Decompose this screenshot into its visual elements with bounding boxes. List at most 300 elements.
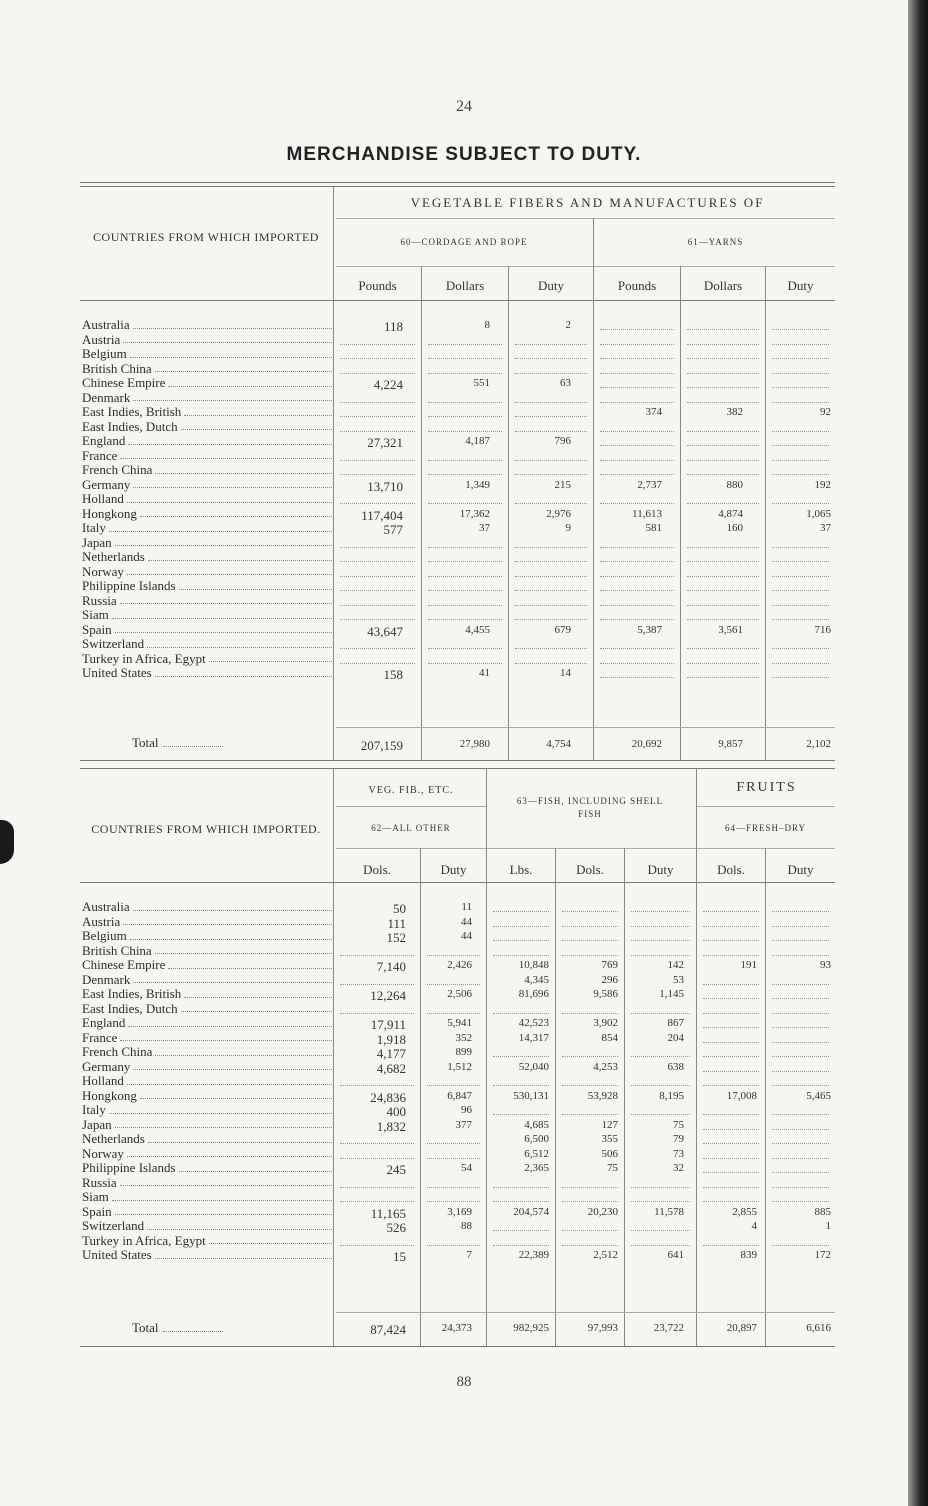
table2-cell: 638 xyxy=(667,1060,684,1073)
country-name: Siam xyxy=(82,1190,109,1204)
table-row-country xyxy=(82,1016,334,1031)
country-name: Italy xyxy=(82,521,106,535)
empty-cell-dots xyxy=(687,663,759,664)
country-name: Spain xyxy=(82,622,112,637)
table-row-country xyxy=(82,1060,334,1075)
empty-cell-dots xyxy=(428,619,502,620)
table2-cell: 15 xyxy=(393,1249,406,1264)
empty-cell-dots xyxy=(600,358,674,359)
empty-cell-dots xyxy=(703,984,759,985)
empty-cell-dots xyxy=(340,1085,414,1086)
table-row-country xyxy=(82,973,334,988)
empty-cell-dots xyxy=(772,402,829,403)
empty-cell-dots xyxy=(493,926,549,927)
table-row-country xyxy=(82,594,334,609)
table-row-country xyxy=(82,608,334,623)
table2-cell: 73 xyxy=(673,1147,684,1160)
table2-total-rule xyxy=(336,1312,835,1313)
empty-cell-dots xyxy=(493,1201,549,1202)
empty-cell-dots xyxy=(562,940,618,941)
country-name: Japan xyxy=(82,535,112,550)
country-name: Hongkong xyxy=(82,1088,137,1103)
table2-cell: 191 xyxy=(740,959,757,971)
empty-cell-dots xyxy=(772,431,829,432)
empty-cell-dots xyxy=(428,460,502,461)
leader-dots xyxy=(112,608,332,619)
empty-cell-dots xyxy=(772,1129,829,1130)
empty-cell-dots xyxy=(687,358,759,359)
empty-cell-dots xyxy=(600,677,674,678)
empty-cell-dots xyxy=(562,1085,618,1086)
table2-cell: 2,426 xyxy=(447,959,472,971)
leader-dots xyxy=(133,973,332,984)
empty-cell-dots xyxy=(340,1201,414,1202)
empty-cell-dots xyxy=(340,1158,414,1159)
country-name: Turkey in Africa, Egypt xyxy=(82,651,206,666)
country-name: Switzerland xyxy=(82,1219,145,1233)
leader-dots xyxy=(130,347,332,358)
table2-cell: 854 xyxy=(601,1031,618,1044)
table2-sub-header-fresh-dry: 64—FRESH–DRY xyxy=(724,823,807,833)
page-number-bottom: 88 xyxy=(456,1374,472,1390)
empty-cell-dots xyxy=(772,547,829,548)
table1-column-header: Dollars xyxy=(445,278,485,293)
table2-cell: 3,902 xyxy=(593,1017,618,1029)
table2-cell: 1,918 xyxy=(376,1031,406,1047)
empty-cell-dots xyxy=(340,373,415,374)
empty-cell-dots xyxy=(493,1013,549,1014)
empty-cell-dots xyxy=(687,605,759,606)
table-row-country xyxy=(82,376,334,391)
table2-countries-header: COUNTRIES FROM WHICH IMPORTED. xyxy=(91,822,321,836)
table1-cell: 2,976 xyxy=(546,507,571,520)
empty-cell-dots xyxy=(515,619,587,620)
empty-cell-dots xyxy=(493,1056,549,1057)
empty-cell-dots xyxy=(427,1013,480,1014)
country-name: French China xyxy=(82,1045,153,1059)
table1-cell: 4,224 xyxy=(373,377,403,392)
empty-cell-dots xyxy=(772,561,829,562)
empty-cell-dots xyxy=(428,402,502,403)
empty-cell-dots xyxy=(493,1085,549,1086)
empty-cell-dots xyxy=(428,605,502,606)
country-name: British China xyxy=(82,361,152,376)
table1-sub-header-cordage: 60—CORDAGE AND ROPE xyxy=(400,237,528,247)
table1-group-header: VEGETABLE FIBERS AND MANUFACTURES OF xyxy=(410,195,765,210)
table2-cell: 4 xyxy=(751,1220,757,1232)
empty-cell-dots xyxy=(493,1114,549,1115)
empty-cell-dots xyxy=(427,1085,480,1086)
table1-cell: 880 xyxy=(726,478,743,491)
table1-group-rule xyxy=(336,218,835,219)
empty-cell-dots xyxy=(631,1056,690,1057)
leader-dots xyxy=(209,1234,332,1245)
table2-cell: 32 xyxy=(673,1162,684,1174)
table1-cell: 158 xyxy=(383,667,403,682)
table1-bottom-rule xyxy=(80,760,835,761)
leader-dots xyxy=(120,1176,332,1187)
table-row-country xyxy=(82,1248,334,1263)
table1-column-header: Duty xyxy=(787,278,814,293)
empty-cell-dots xyxy=(687,402,759,403)
table2-fruits-rule xyxy=(696,806,835,807)
table-row-country xyxy=(82,1234,334,1249)
table2-cell: 204 xyxy=(667,1031,684,1044)
table1-cell: 796 xyxy=(554,435,571,447)
table2-column-header: Duty xyxy=(647,862,674,877)
table2-cell: 5,465 xyxy=(806,1089,831,1102)
empty-cell-dots xyxy=(562,955,618,956)
table-row-country xyxy=(82,449,334,464)
empty-cell-dots xyxy=(428,358,502,359)
country-name: Turkey in Africa, Egypt xyxy=(82,1233,206,1248)
table2-cell: 355 xyxy=(601,1133,618,1145)
empty-cell-dots xyxy=(340,561,415,562)
empty-cell-dots xyxy=(515,344,587,345)
empty-cell-dots xyxy=(340,1013,414,1014)
leader-dots xyxy=(120,594,332,605)
table1-cell: 117,404 xyxy=(361,507,403,523)
table2-total-cell: 6,616 xyxy=(806,1322,831,1334)
table1-cell: 8 xyxy=(484,319,490,331)
empty-cell-dots xyxy=(340,1245,414,1246)
table-row-country xyxy=(82,1219,334,1234)
table2-total-cell: 20,897 xyxy=(726,1322,757,1334)
empty-cell-dots xyxy=(772,955,829,956)
leader-dots xyxy=(147,637,332,648)
empty-cell-dots xyxy=(515,648,587,649)
table-row-country xyxy=(82,318,334,333)
empty-cell-dots xyxy=(687,648,759,649)
empty-cell-dots xyxy=(772,1071,829,1072)
table-row-country xyxy=(82,958,334,973)
table2-cell: 17,911 xyxy=(370,1017,406,1032)
table-row-country xyxy=(82,405,334,420)
leader-dots xyxy=(140,507,332,518)
empty-cell-dots xyxy=(562,1056,618,1057)
country-name: Germany xyxy=(82,1059,131,1074)
table1-total-cell: 207,159 xyxy=(360,738,403,753)
table2-cell: 22,389 xyxy=(518,1249,549,1261)
empty-cell-dots xyxy=(687,503,759,504)
country-name: Philippine Islands xyxy=(82,1161,176,1175)
empty-cell-dots xyxy=(340,605,415,606)
table1-cell: 374 xyxy=(645,406,662,418)
table2-column-header: Dols. xyxy=(363,862,391,877)
table-row-country xyxy=(82,1031,334,1046)
empty-cell-dots xyxy=(340,1187,414,1188)
table-row-country xyxy=(82,1002,334,1017)
empty-cell-dots xyxy=(428,648,502,649)
table2-cell: 2,855 xyxy=(732,1205,757,1218)
empty-cell-dots xyxy=(340,416,415,417)
table2-cell: 10,848 xyxy=(518,959,549,971)
empty-cell-dots xyxy=(340,547,415,548)
empty-cell-dots xyxy=(772,344,829,345)
empty-cell-dots xyxy=(428,561,502,562)
table1-cell: 43,647 xyxy=(367,623,403,639)
table2-cell: 377 xyxy=(455,1118,472,1131)
table-row-country xyxy=(82,1161,334,1176)
table-row-country xyxy=(82,1132,334,1147)
leader-dots xyxy=(133,478,332,489)
empty-cell-dots xyxy=(340,460,415,461)
empty-cell-dots xyxy=(428,590,502,591)
table2-cell: 75 xyxy=(607,1162,618,1174)
empty-cell-dots xyxy=(703,1143,759,1144)
empty-cell-dots xyxy=(562,1201,618,1202)
empty-cell-dots xyxy=(631,1201,690,1202)
country-name: East Indies, Dutch xyxy=(82,419,178,434)
empty-cell-dots xyxy=(340,1143,414,1144)
table2-cell: 1,145 xyxy=(659,988,684,1000)
table2-column-header: Duty xyxy=(440,862,467,877)
leader-dots xyxy=(133,900,332,911)
table1-cell: 1,349 xyxy=(465,478,490,491)
leader-dots xyxy=(155,1045,332,1056)
table2-cell: 4,345 xyxy=(524,973,549,986)
table1-cell: 37 xyxy=(820,522,831,534)
empty-cell-dots xyxy=(772,940,829,941)
table-row-country xyxy=(82,987,334,1002)
leader-dots xyxy=(133,391,332,402)
table2-cell: 75 xyxy=(673,1118,684,1131)
table2-cell: 885 xyxy=(814,1205,831,1218)
empty-cell-dots xyxy=(600,460,674,461)
table2-group-header-veg: VEG. FIB., ETC. xyxy=(368,785,454,796)
table1-column-header: Pounds xyxy=(358,278,397,293)
table1-cell: 3,561 xyxy=(718,623,743,636)
empty-cell-dots xyxy=(772,358,829,359)
empty-cell-dots xyxy=(703,1027,759,1028)
table-row-country xyxy=(82,333,334,348)
empty-cell-dots xyxy=(772,1042,829,1043)
table2-cell: 81,696 xyxy=(518,988,549,1000)
table-row-country xyxy=(82,1147,334,1162)
table-row-country xyxy=(82,623,334,638)
table2-cell: 172 xyxy=(814,1249,831,1261)
leader-dots xyxy=(181,420,332,431)
empty-cell-dots xyxy=(600,547,674,548)
country-name: Russia xyxy=(82,1175,117,1190)
table2-cell: 152 xyxy=(386,930,406,945)
table2-total-cell: 87,424 xyxy=(370,1322,406,1337)
empty-cell-dots xyxy=(427,1143,480,1144)
table1-column-header: Pounds xyxy=(617,278,657,293)
empty-cell-dots xyxy=(631,911,690,912)
empty-cell-dots xyxy=(600,619,674,620)
empty-cell-dots xyxy=(428,431,502,432)
country-name: Denmark xyxy=(82,390,131,405)
table2-cell: 50 xyxy=(393,901,406,916)
empty-cell-dots xyxy=(340,503,415,504)
empty-cell-dots xyxy=(687,431,759,432)
empty-cell-dots xyxy=(428,344,502,345)
table1-countries-header: COUNTRIES FROM WHICH IMPORTED xyxy=(93,230,319,244)
country-name: Netherlands xyxy=(82,550,145,564)
table2-cell: 14,317 xyxy=(518,1031,549,1044)
table2-cell: 7 xyxy=(466,1249,472,1261)
empty-cell-dots xyxy=(772,373,829,374)
empty-cell-dots xyxy=(703,1056,759,1057)
empty-cell-dots xyxy=(600,561,674,562)
empty-cell-dots xyxy=(631,926,690,927)
country-name: Chinese Empire xyxy=(82,958,166,972)
empty-cell-dots xyxy=(687,474,759,475)
empty-cell-dots xyxy=(515,576,587,577)
leader-dots xyxy=(155,463,332,474)
leader-dots xyxy=(181,1002,332,1013)
country-name: Netherlands xyxy=(82,1132,145,1146)
table1-cell: 679 xyxy=(554,623,571,636)
empty-cell-dots xyxy=(703,1013,759,1014)
empty-cell-dots xyxy=(427,1245,480,1246)
table1-cell: 9 xyxy=(565,522,571,534)
country-name: Russia xyxy=(82,593,117,608)
empty-cell-dots xyxy=(772,1085,829,1086)
table2-cell: 44 xyxy=(461,930,472,942)
leader-dots xyxy=(127,492,332,503)
table2-cell: 5,941 xyxy=(447,1017,472,1029)
table1-cell: 11,613 xyxy=(632,507,662,520)
leader-dots xyxy=(140,1089,332,1100)
table1-cell: 581 xyxy=(645,522,662,534)
leader-dots xyxy=(179,1161,332,1172)
table2-cell: 6,512 xyxy=(524,1147,549,1160)
leader-dots xyxy=(133,1060,332,1071)
country-name: Holland xyxy=(82,492,124,506)
empty-cell-dots xyxy=(772,648,829,649)
table2-cell: 52,040 xyxy=(518,1060,549,1073)
leader-dots xyxy=(148,1132,332,1143)
table1-total-label: Total xyxy=(132,735,223,751)
table2-cell: 1,832 xyxy=(376,1118,406,1134)
empty-cell-dots xyxy=(515,547,587,548)
table2-bottom-rule xyxy=(80,1346,835,1347)
empty-cell-dots xyxy=(562,1230,618,1231)
leader-dots xyxy=(120,1031,332,1042)
empty-cell-dots xyxy=(515,590,587,591)
table2-veg-rule xyxy=(336,806,486,807)
table2-cell: 769 xyxy=(601,959,618,971)
country-name: British China xyxy=(82,943,152,958)
table2-cell: 1 xyxy=(825,1220,831,1232)
table1-top-rule-2 xyxy=(80,186,835,187)
table-row-country xyxy=(82,420,334,435)
table2-cell: 111 xyxy=(387,915,406,931)
empty-cell-dots xyxy=(600,402,674,403)
empty-cell-dots xyxy=(772,576,829,577)
table2-cell: 4,685 xyxy=(524,1118,549,1131)
country-name: Philippine Islands xyxy=(82,579,176,593)
table1-sub-rule xyxy=(336,266,835,267)
empty-cell-dots xyxy=(703,1201,759,1202)
leader-dots xyxy=(115,623,332,634)
leader-dots xyxy=(168,376,332,387)
table1-cell: 63 xyxy=(560,377,571,389)
table1-total-cell: 9,857 xyxy=(718,738,743,750)
empty-cell-dots xyxy=(600,387,674,388)
country-name: Japan xyxy=(82,1117,112,1132)
table1-total-cell: 27,980 xyxy=(459,738,490,750)
table2-cell: 7,140 xyxy=(376,959,406,974)
empty-cell-dots xyxy=(772,1158,829,1159)
table2-column-header: Lbs. xyxy=(509,862,533,877)
leader-dots xyxy=(128,1016,332,1027)
empty-cell-dots xyxy=(600,431,674,432)
country-name: Holland xyxy=(82,1074,124,1088)
leader-dots xyxy=(128,434,332,445)
leader-dots xyxy=(155,362,332,373)
empty-cell-dots xyxy=(772,503,829,504)
empty-cell-dots xyxy=(562,1187,618,1188)
empty-cell-dots xyxy=(493,911,549,912)
empty-cell-dots xyxy=(631,955,690,956)
table1-cell: 4,455 xyxy=(465,623,490,636)
table-row-country xyxy=(82,1118,334,1133)
country-name: Austria xyxy=(82,914,121,929)
table1-cell: 37 xyxy=(479,522,490,534)
empty-cell-dots xyxy=(562,926,618,927)
empty-cell-dots xyxy=(515,431,587,432)
empty-cell-dots xyxy=(703,1129,759,1130)
empty-cell-dots xyxy=(772,619,829,620)
table2-cell: 11 xyxy=(461,901,472,913)
table1-cell: 551 xyxy=(473,377,490,389)
empty-cell-dots xyxy=(772,445,829,446)
empty-cell-dots xyxy=(631,1230,690,1231)
table1-total-cell: 4,754 xyxy=(546,738,571,750)
table-row-country xyxy=(82,478,334,493)
empty-cell-dots xyxy=(687,619,759,620)
table-row-country xyxy=(82,915,334,930)
empty-cell-dots xyxy=(562,911,618,912)
table2-total-cell: 23,722 xyxy=(653,1322,684,1334)
empty-cell-dots xyxy=(600,503,674,504)
country-name: United States xyxy=(82,666,152,680)
table1-total-cell: 2,102 xyxy=(806,738,831,750)
empty-cell-dots xyxy=(772,1013,829,1014)
table2-cell: 4,253 xyxy=(593,1060,618,1073)
table1-total-cell: 20,692 xyxy=(631,738,662,750)
leader-dots xyxy=(147,1219,332,1230)
empty-cell-dots xyxy=(427,1158,480,1159)
country-name: Siam xyxy=(82,608,109,622)
table2-cell: 79 xyxy=(673,1133,684,1145)
table1-cell: 160 xyxy=(726,522,743,534)
table2-sub-rule xyxy=(336,848,835,849)
leader-dots xyxy=(148,550,332,561)
table2-cell: 2,512 xyxy=(593,1249,618,1261)
leader-dots xyxy=(109,521,332,532)
empty-cell-dots xyxy=(340,358,415,359)
table2-total-label: Total xyxy=(132,1320,223,1336)
table2-cell: 296 xyxy=(601,973,618,986)
table2-cell: 53 xyxy=(673,973,684,986)
empty-cell-dots xyxy=(493,955,549,956)
empty-cell-dots xyxy=(427,1187,480,1188)
table-row-country xyxy=(82,1045,334,1060)
table1-cell: 4,187 xyxy=(465,435,490,447)
empty-cell-dots xyxy=(562,1013,618,1014)
country-name: Spain xyxy=(82,1204,112,1219)
empty-cell-dots xyxy=(772,387,829,388)
empty-cell-dots xyxy=(600,576,674,577)
empty-cell-dots xyxy=(631,1245,690,1246)
empty-cell-dots xyxy=(687,329,759,330)
empty-cell-dots xyxy=(515,358,587,359)
country-name: Norway xyxy=(82,1146,124,1161)
